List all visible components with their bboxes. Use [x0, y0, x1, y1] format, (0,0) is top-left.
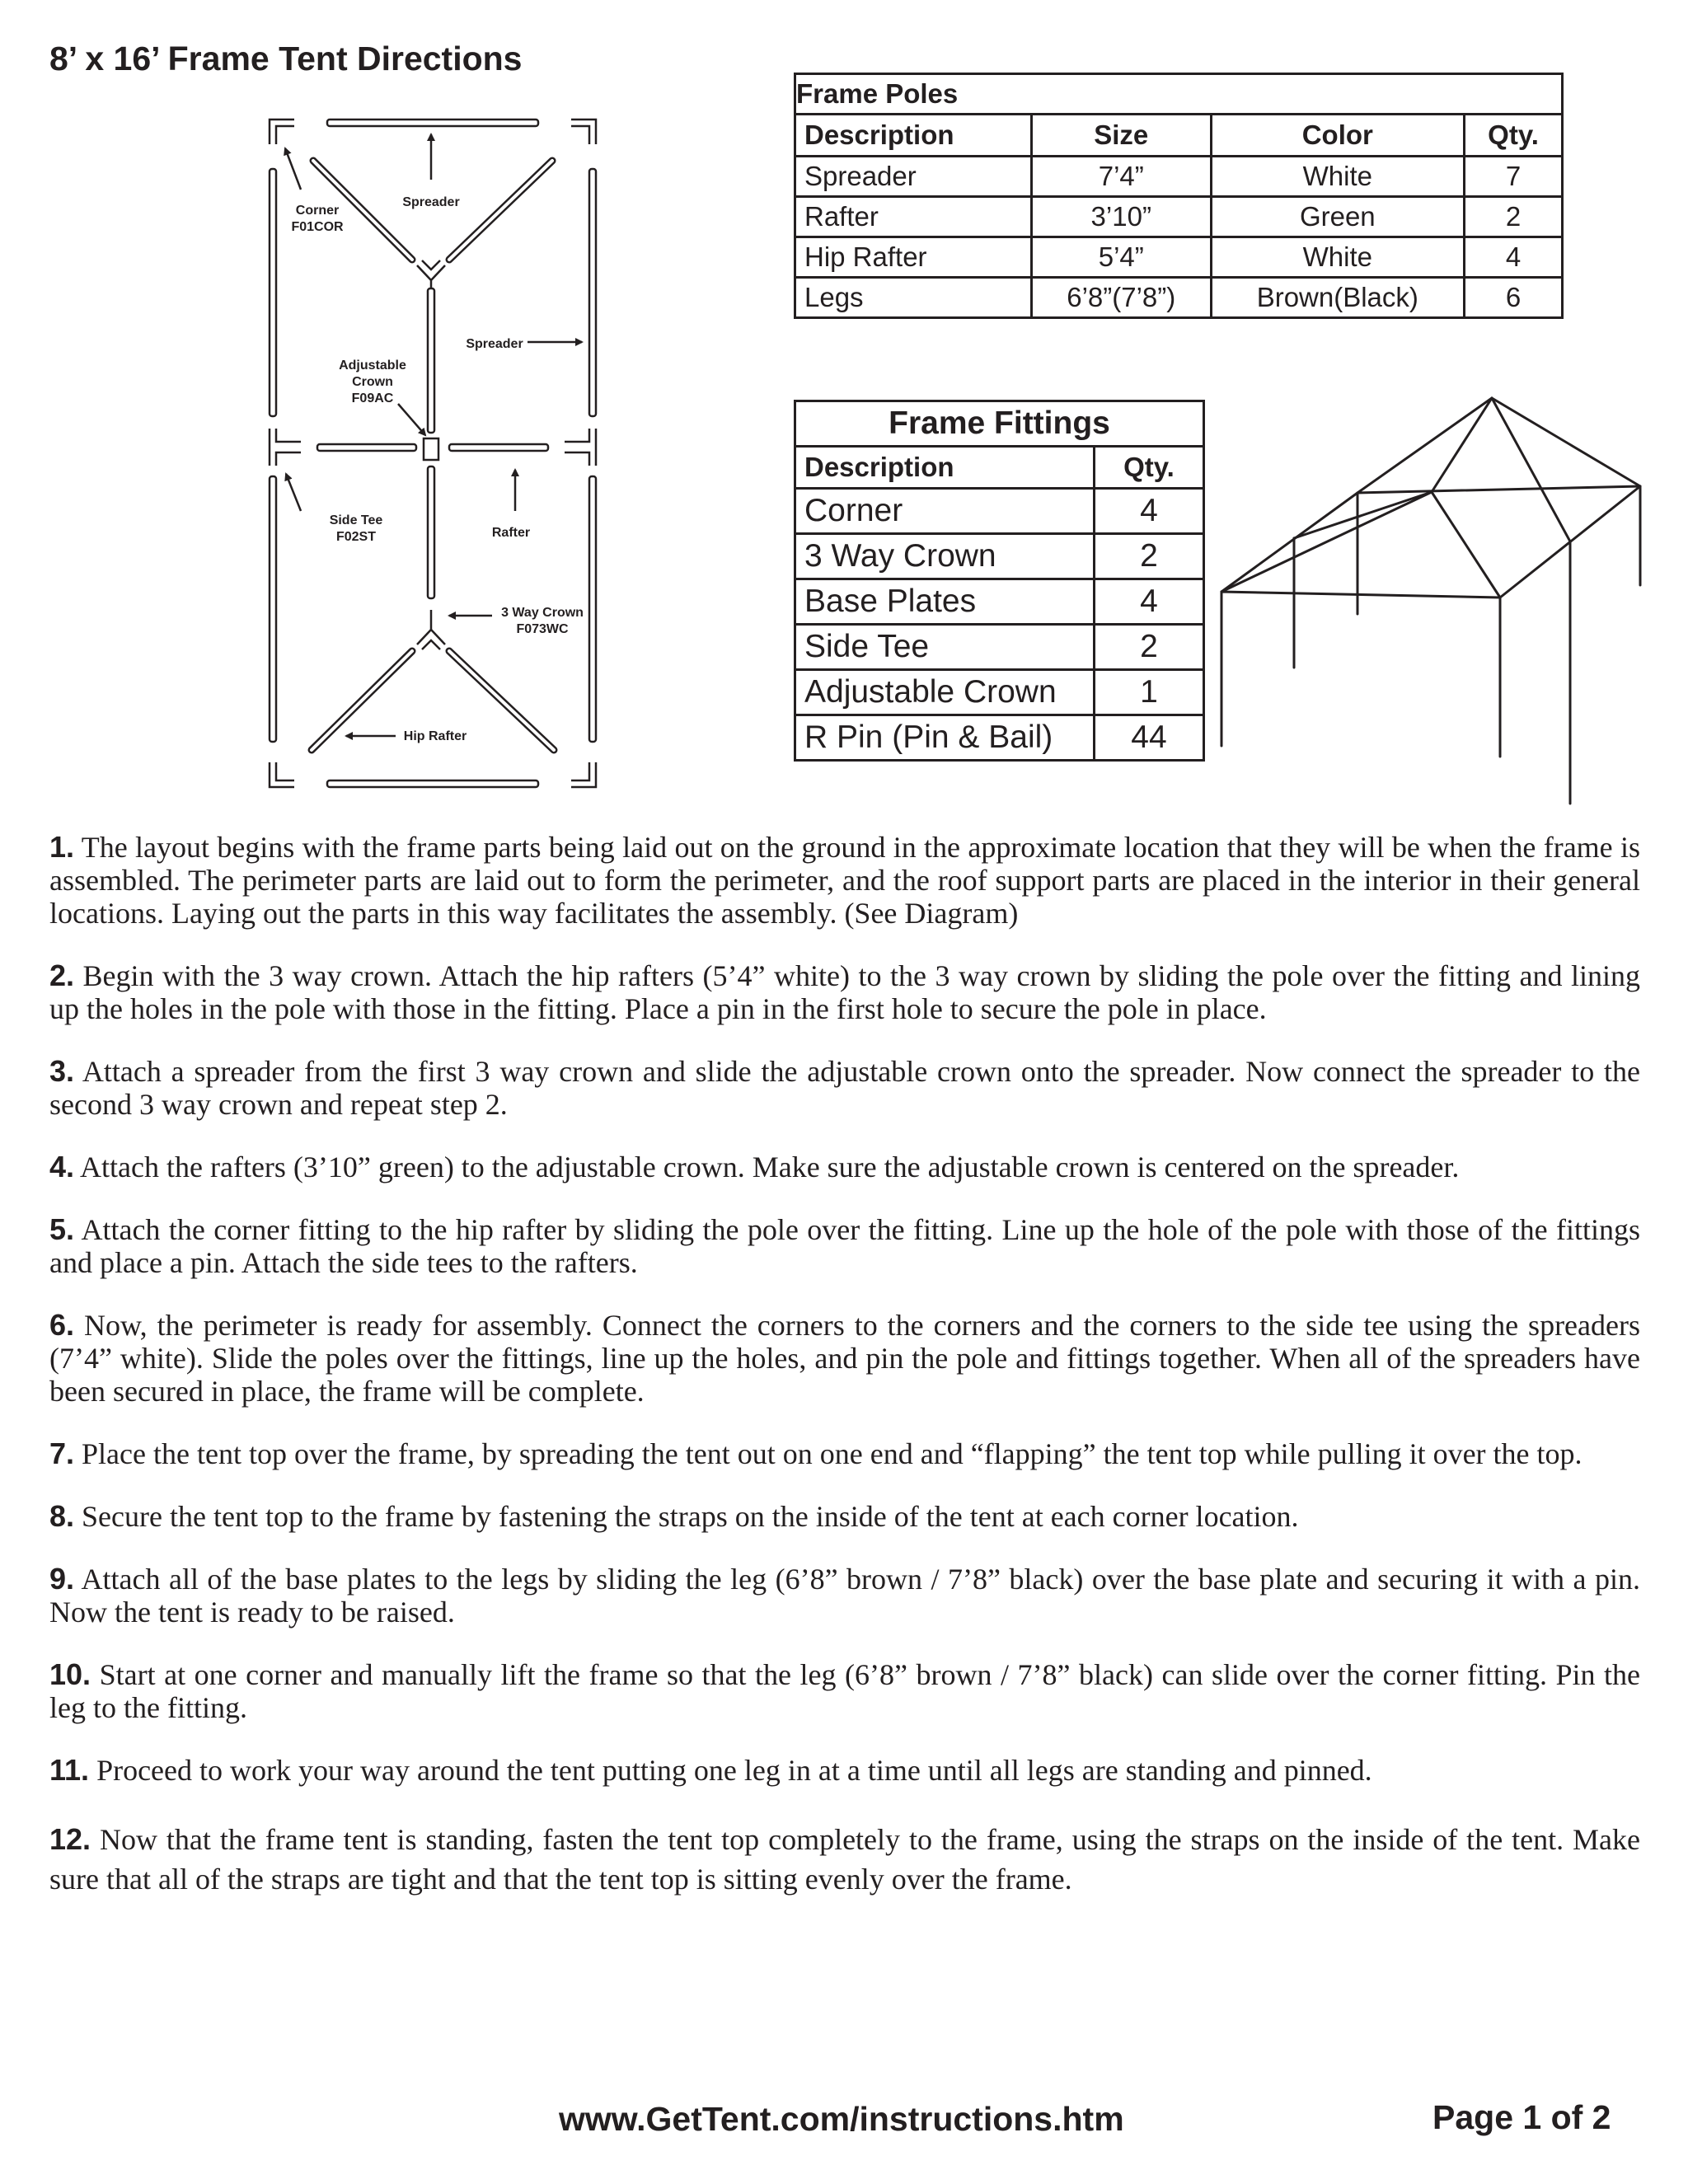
table-cell: Side Tee [795, 625, 1095, 670]
step-number: 12. [49, 1822, 91, 1856]
instruction-step [49, 1658, 1640, 1724]
instruction-step [49, 1437, 1640, 1470]
table-cell: Spreader [795, 157, 1032, 197]
spreader-top [327, 120, 538, 126]
step-text: The layout begins with the frame parts being laid out on the ground in the approximate location that they will be when the frame is assembled. The perimeter parts are laid out to form the perimeter, and the roof support parts are placed in the interior in their general locations. Laying out the parts in this way facilitates the assembly. (See Diagram) [49, 831, 1640, 930]
corner-fitting-tl [270, 120, 294, 144]
table-cell: White [1211, 157, 1465, 197]
spreader-right-lower [589, 476, 596, 742]
label-side-tee: Side Tee [329, 513, 383, 527]
step-number: 7. [49, 1436, 75, 1470]
table-row [795, 534, 1204, 579]
step-number: 2. [49, 958, 75, 992]
table-cell: Brown(Black) [1211, 278, 1465, 318]
step-text: Now, the perimeter is ready for assembly. Connect the corners to the corners and the corners to the side tee using the spreaders (7’4” white). Slide the poles over the fittings, line up the holes, and pin the pole and fittings together. When all of the spreaders have been secured in place, the frame will be complete. [49, 1309, 1640, 1408]
frame-fittings-table [794, 400, 1205, 762]
table-cell: Hip Rafter [795, 237, 1032, 278]
table-cell: 5’4” [1031, 237, 1211, 278]
frame-poles-title: Frame Poles [795, 74, 1563, 115]
table-cell: Green [1211, 197, 1465, 237]
table-cell: 44 [1095, 715, 1204, 761]
step-text: Place the tent top over the frame, by spreading the tent out on one end and “flapping” the tent top while pulling it over the top. [82, 1437, 1582, 1470]
spreader-center-lower [428, 466, 434, 598]
corner-fitting-br [571, 762, 596, 787]
table-row [795, 579, 1204, 625]
table-row [795, 715, 1204, 761]
page-number: Page 1 of 2 [1432, 2098, 1611, 2136]
label-hip-rafter: Hip Rafter [403, 729, 467, 743]
rafter-right [449, 444, 548, 451]
spreader-left-upper [270, 169, 276, 416]
table-row [795, 489, 1204, 534]
label-adjustable-crown-code: F09AC [351, 391, 394, 405]
label-three-way-crown: 3 Way Crown [501, 606, 584, 620]
instruction-step [49, 959, 1640, 1025]
instruction-step [49, 1213, 1640, 1279]
corner-fitting-bl [270, 762, 294, 787]
table-cell: R Pin (Pin & Bail) [795, 715, 1095, 761]
step-text: Now that the frame tent is standing, fasten the tent top completely to the frame, using the straps on the inside of the tent. Make sure that all of the straps are tight and that the tent top is sitting evenly over the frame. [49, 1823, 1640, 1896]
table-row [795, 278, 1563, 318]
table-row [795, 237, 1563, 278]
table-cell: 1 [1095, 670, 1204, 715]
column-header: Qty. [1095, 447, 1204, 489]
instruction-step [49, 1820, 1640, 1899]
step-text: Attach the corner fitting to the hip rafter by sliding the pole over the fitting. Line up the hole of the pole with those of the fittings and place a pin. Attach the side tees to the rafters. [49, 1213, 1640, 1279]
spreader-bottom [327, 780, 538, 787]
table-cell: 3’10” [1031, 197, 1211, 237]
instruction-step [49, 1151, 1640, 1183]
table-cell: 6’8”(7’8”) [1031, 278, 1211, 318]
label-three-way-crown-code: F073WC [516, 622, 569, 636]
step-text: Begin with the 3 way crown. Attach the hip rafters (5’4” white) to the 3 way crown by sliding the pole over the fitting and lining up the holes in the pole with those in the fitting. Place a pin in the first hole to secure the pole in place. [49, 959, 1640, 1025]
step-number: 5. [49, 1212, 75, 1246]
step-number: 8. [49, 1499, 75, 1533]
three-way-crown-bottom [417, 610, 445, 649]
table-cell: Legs [795, 278, 1032, 318]
label-side-tee-code: F02ST [335, 530, 377, 544]
step-number: 10. [49, 1657, 91, 1691]
instruction-step [49, 1754, 1640, 1787]
column-header: Qty. [1465, 115, 1563, 157]
table-cell: 4 [1465, 237, 1563, 278]
label-adjustable-crown: Adjustable [339, 359, 406, 373]
table-cell: 4 [1095, 489, 1204, 534]
column-header: Size [1031, 115, 1211, 157]
three-way-crown-top [417, 260, 445, 288]
step-number: 4. [49, 1150, 75, 1183]
side-tee-left [270, 429, 301, 466]
footer-url[interactable]: www.GetTent.com/instructions.htm [559, 2100, 1124, 2138]
instruction-step [49, 1500, 1640, 1533]
spreader-left-lower [270, 476, 276, 742]
table-cell: 7 [1465, 157, 1563, 197]
step-text: Attach a spreader from the first 3 way crown and slide the adjustable crown onto the spreader. Now connect the spreader to the second 3 way crown and repeat step 2. [49, 1055, 1640, 1121]
step-text: Secure the tent top to the frame by fastening the straps on the inside of the tent at each corner location. [82, 1500, 1299, 1533]
table-cell: 7’4” [1031, 157, 1211, 197]
column-header: Description [795, 115, 1032, 157]
instruction-step [49, 831, 1640, 930]
table-row [795, 157, 1563, 197]
table-cell: 2 [1095, 625, 1204, 670]
adjustable-crown [424, 438, 438, 460]
table-cell: Base Plates [795, 579, 1095, 625]
column-header: Color [1211, 115, 1465, 157]
table-cell: 3 Way Crown [795, 534, 1095, 579]
step-number: 1. [49, 830, 75, 864]
step-number: 3. [49, 1054, 75, 1088]
table-row [795, 625, 1204, 670]
frame-3d-illustration [1212, 387, 1657, 816]
table-cell: 4 [1095, 579, 1204, 625]
frame-layout-diagram [264, 114, 610, 798]
label-spreader-right: Spreader [466, 337, 523, 351]
side-tee-right [565, 429, 596, 466]
table-cell: Adjustable Crown [795, 670, 1095, 715]
step-number: 11. [49, 1753, 90, 1787]
table-cell: 2 [1465, 197, 1563, 237]
label-rafter: Rafter [491, 526, 531, 540]
column-header: Description [795, 447, 1095, 489]
table-cell: Rafter [795, 197, 1032, 237]
label-corner-code: F01COR [291, 220, 344, 234]
step-number: 6. [49, 1308, 75, 1342]
table-cell: White [1211, 237, 1465, 278]
instruction-step [49, 1563, 1640, 1629]
step-text: Start at one corner and manually lift the frame so that the leg (6’8” brown / 7’8” black) can slide over the corner fitting. Pin the leg to the fitting. [49, 1658, 1640, 1724]
page-title: 8’ x 16’ Frame Tent Directions [49, 40, 523, 77]
step-text: Proceed to work your way around the tent putting one leg in at a time until all legs are standing and pinned. [96, 1754, 1372, 1787]
step-text: Attach the rafters (3’10” green) to the adjustable crown. Make sure the adjustable crown is centered on the spreader. [80, 1151, 1460, 1183]
table-row [795, 670, 1204, 715]
table-row [795, 197, 1563, 237]
instructions [49, 831, 1640, 1899]
frame-poles-table [794, 73, 1564, 319]
step-number: 9. [49, 1562, 75, 1596]
spreader-right-upper [589, 169, 596, 416]
label-adjustable-crown-2: Crown [352, 375, 393, 389]
rafter-left [317, 444, 416, 451]
frame-fittings-title: Frame Fittings [795, 401, 1204, 447]
label-spreader-top: Spreader [402, 195, 460, 209]
instruction-step [49, 1055, 1640, 1121]
label-corner: Corner [295, 204, 340, 218]
step-text: Attach all of the base plates to the legs by sliding the leg (6’8” brown / 7’8” black) over the base plate and securing it with a pin. Now the tent is ready to be raised. [49, 1563, 1641, 1629]
table-cell: 2 [1095, 534, 1204, 579]
table-cell: 6 [1465, 278, 1563, 318]
corner-fitting-tr [571, 120, 596, 144]
spreader-center-upper [428, 288, 434, 433]
instruction-step [49, 1309, 1640, 1408]
table-cell: Corner [795, 489, 1095, 534]
